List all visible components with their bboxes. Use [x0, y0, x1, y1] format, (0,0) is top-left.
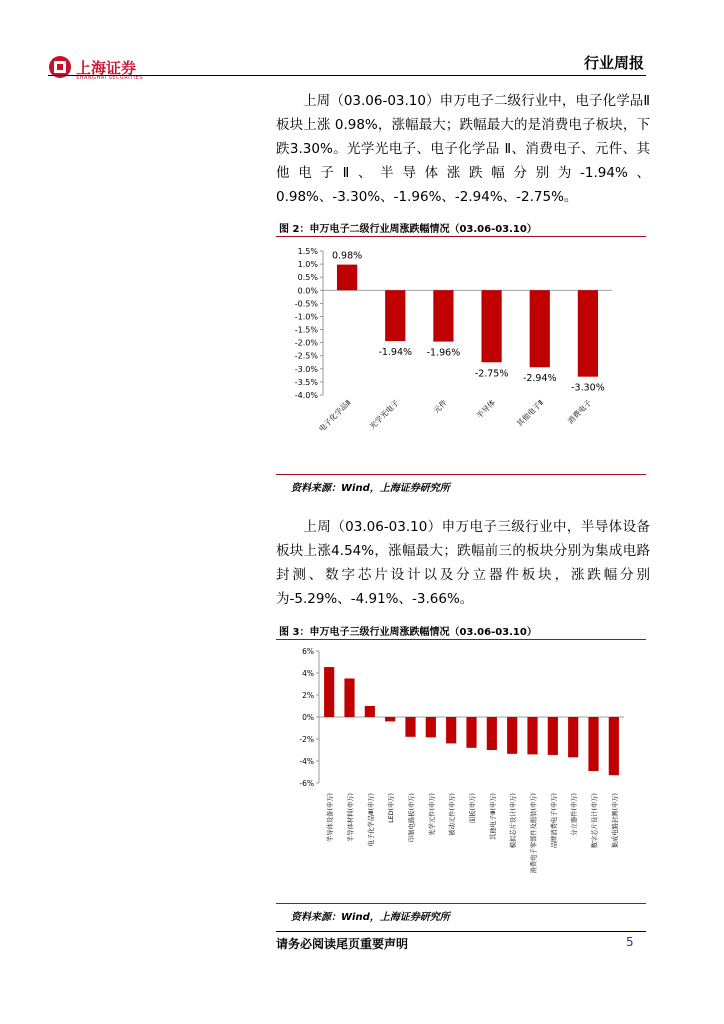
paragraph-1-text: 上周（03.06-03.10）申万电子二级行业中，电子化学品Ⅱ板块上涨 0.98%，涨幅最大；跌幅最大的是消费电子板块，下跌3.30%。光学光电子、电子化学品 Ⅱ、消费电子、元件、其他电子Ⅱ、半导体涨跌幅分别为-1.94%、0.98%、-3.30%、-1.96%、-2.94%、-2.75%。 — [276, 93, 650, 205]
y-tick-label: -3.5% — [294, 377, 318, 387]
bar-10 — [507, 717, 517, 754]
y-tick-label: -4% — [299, 757, 314, 766]
header-divider — [48, 75, 646, 76]
y-tick-label: 1.0% — [297, 260, 318, 270]
x-category-label-3: 元件 — [431, 398, 449, 416]
x-category-label-14: 数字芯片设计(申万) — [591, 793, 599, 849]
bar-1 — [324, 667, 334, 717]
bar-5 — [405, 717, 415, 737]
bar-9 — [487, 717, 497, 750]
bar-7 — [446, 717, 456, 743]
y-tick-label: -2.0% — [294, 338, 318, 348]
y-tick-label: 0.0% — [297, 286, 318, 296]
bar-12 — [548, 717, 558, 755]
x-category-label-4: 半导体 — [474, 398, 497, 421]
x-category-label-13: 分立器件(申万) — [571, 793, 579, 836]
bar-6 — [578, 290, 598, 376]
y-tick-label: -6% — [299, 779, 314, 788]
x-category-label-5: 印制电路板(申万) — [408, 793, 416, 842]
figure-2-bar-chart — [276, 240, 646, 470]
x-category-label-11: 消费电子零部件及组装(申万) — [530, 793, 538, 874]
paragraph-2-text: 上周（03.06-03.10）申万电子三级行业中，半导体设备板块上涨4.54%，涨幅最大；跌幅前三的板块分别为集成电路封测、数字芯片设计以及分立器件板块，涨跌幅分别为-5.29%、-4.91%、-3.66%。 — [276, 519, 650, 607]
figure-2-top-rule — [276, 236, 646, 237]
x-category-label-4: LED(申万) — [388, 793, 396, 823]
figure-3-bar-chart — [276, 643, 646, 901]
logo-english-name: SHANGHAI SECURITIES — [76, 75, 144, 81]
y-tick-label: -1.5% — [294, 325, 318, 335]
data-label-3: -1.96% — [426, 347, 461, 359]
y-tick-label: -1.0% — [294, 312, 318, 322]
y-tick-label: -2.5% — [294, 351, 318, 361]
bar-8 — [466, 717, 476, 748]
bar-6 — [426, 717, 436, 737]
body-paragraph-1 — [276, 89, 650, 209]
bar-2 — [385, 290, 405, 341]
figure-3-source: 资料来源：Wind，上海证券研究所 — [291, 912, 450, 923]
bar-4 — [385, 717, 395, 721]
figure-3-bottom-rule — [276, 903, 646, 904]
bar-4 — [481, 290, 501, 362]
bar-3 — [365, 706, 375, 717]
y-tick-label: 6% — [302, 647, 314, 656]
x-category-label-8: 面板(申万) — [469, 793, 477, 824]
data-label-4: -2.75% — [474, 368, 509, 380]
page-number: 5 — [626, 935, 634, 949]
body-paragraph-2 — [276, 515, 650, 611]
y-tick-label: 0.5% — [297, 273, 318, 283]
data-label-1: 0.98% — [331, 250, 363, 262]
figure-2-title: 图 2：申万电子二级行业周涨跌幅情况（03.06-03.10） — [279, 224, 537, 235]
y-tick-label: 0% — [302, 713, 314, 722]
footer-divider — [276, 931, 646, 932]
x-category-label-10: 模拟芯片设计(申万) — [510, 793, 518, 849]
x-category-label-5: 其他电子Ⅱ — [514, 398, 546, 429]
bar-11 — [527, 717, 537, 754]
figure-3-top-rule — [276, 639, 646, 640]
figure-2-source: 资料来源：Wind，上海证券研究所 — [291, 483, 450, 494]
x-category-label-15: 集成电路封测(申万) — [611, 793, 619, 849]
data-label-2: -1.94% — [378, 347, 413, 359]
bar-3 — [433, 290, 453, 341]
x-category-label-6: 消费电子 — [565, 398, 594, 426]
x-category-label-12: 品牌消费电子(申万) — [550, 793, 558, 849]
data-label-6: -3.30% — [571, 382, 605, 394]
x-category-label-2: 光学光电子 — [367, 398, 401, 431]
figure-2-bottom-rule — [276, 474, 646, 475]
y-tick-label: -3.0% — [294, 364, 318, 374]
x-category-label-2: 半导体材料(申万) — [347, 793, 355, 842]
bar-5 — [530, 290, 550, 367]
x-category-label-6: 光学元件(申万) — [428, 793, 436, 836]
y-tick-label: -2% — [299, 735, 314, 744]
x-category-label-1: 电子化学品Ⅱ — [316, 398, 353, 434]
bar-15 — [609, 717, 619, 775]
y-tick-label: 1.5% — [297, 247, 318, 256]
x-category-label-9: 其他电子Ⅲ(申万) — [489, 793, 497, 841]
y-tick-label: -4.0% — [294, 391, 318, 400]
company-logo — [48, 55, 158, 85]
bar-2 — [344, 679, 354, 718]
bar-13 — [568, 717, 578, 757]
bar-1 — [337, 265, 357, 291]
figure-3-title: 图 3：申万电子三级行业周涨跌幅情况（03.06-03.10） — [279, 627, 537, 638]
x-category-label-7: 被动元件(申万) — [449, 793, 457, 836]
data-label-5: -2.94% — [522, 373, 557, 385]
y-tick-label: 2% — [302, 691, 314, 700]
footer-disclaimer: 请务必阅读尾页重要声明 — [276, 937, 409, 951]
bar-14 — [588, 717, 598, 771]
report-type-label: 行业周报 — [583, 54, 644, 72]
y-tick-label: -0.5% — [294, 299, 318, 309]
y-tick-label: 4% — [302, 669, 314, 678]
logo-chinese-name: 上海证券 — [76, 59, 137, 77]
x-category-label-1: 半导体设备(申万) — [327, 793, 335, 842]
x-category-label-3: 电子化学品Ⅲ(申万) — [367, 793, 375, 847]
